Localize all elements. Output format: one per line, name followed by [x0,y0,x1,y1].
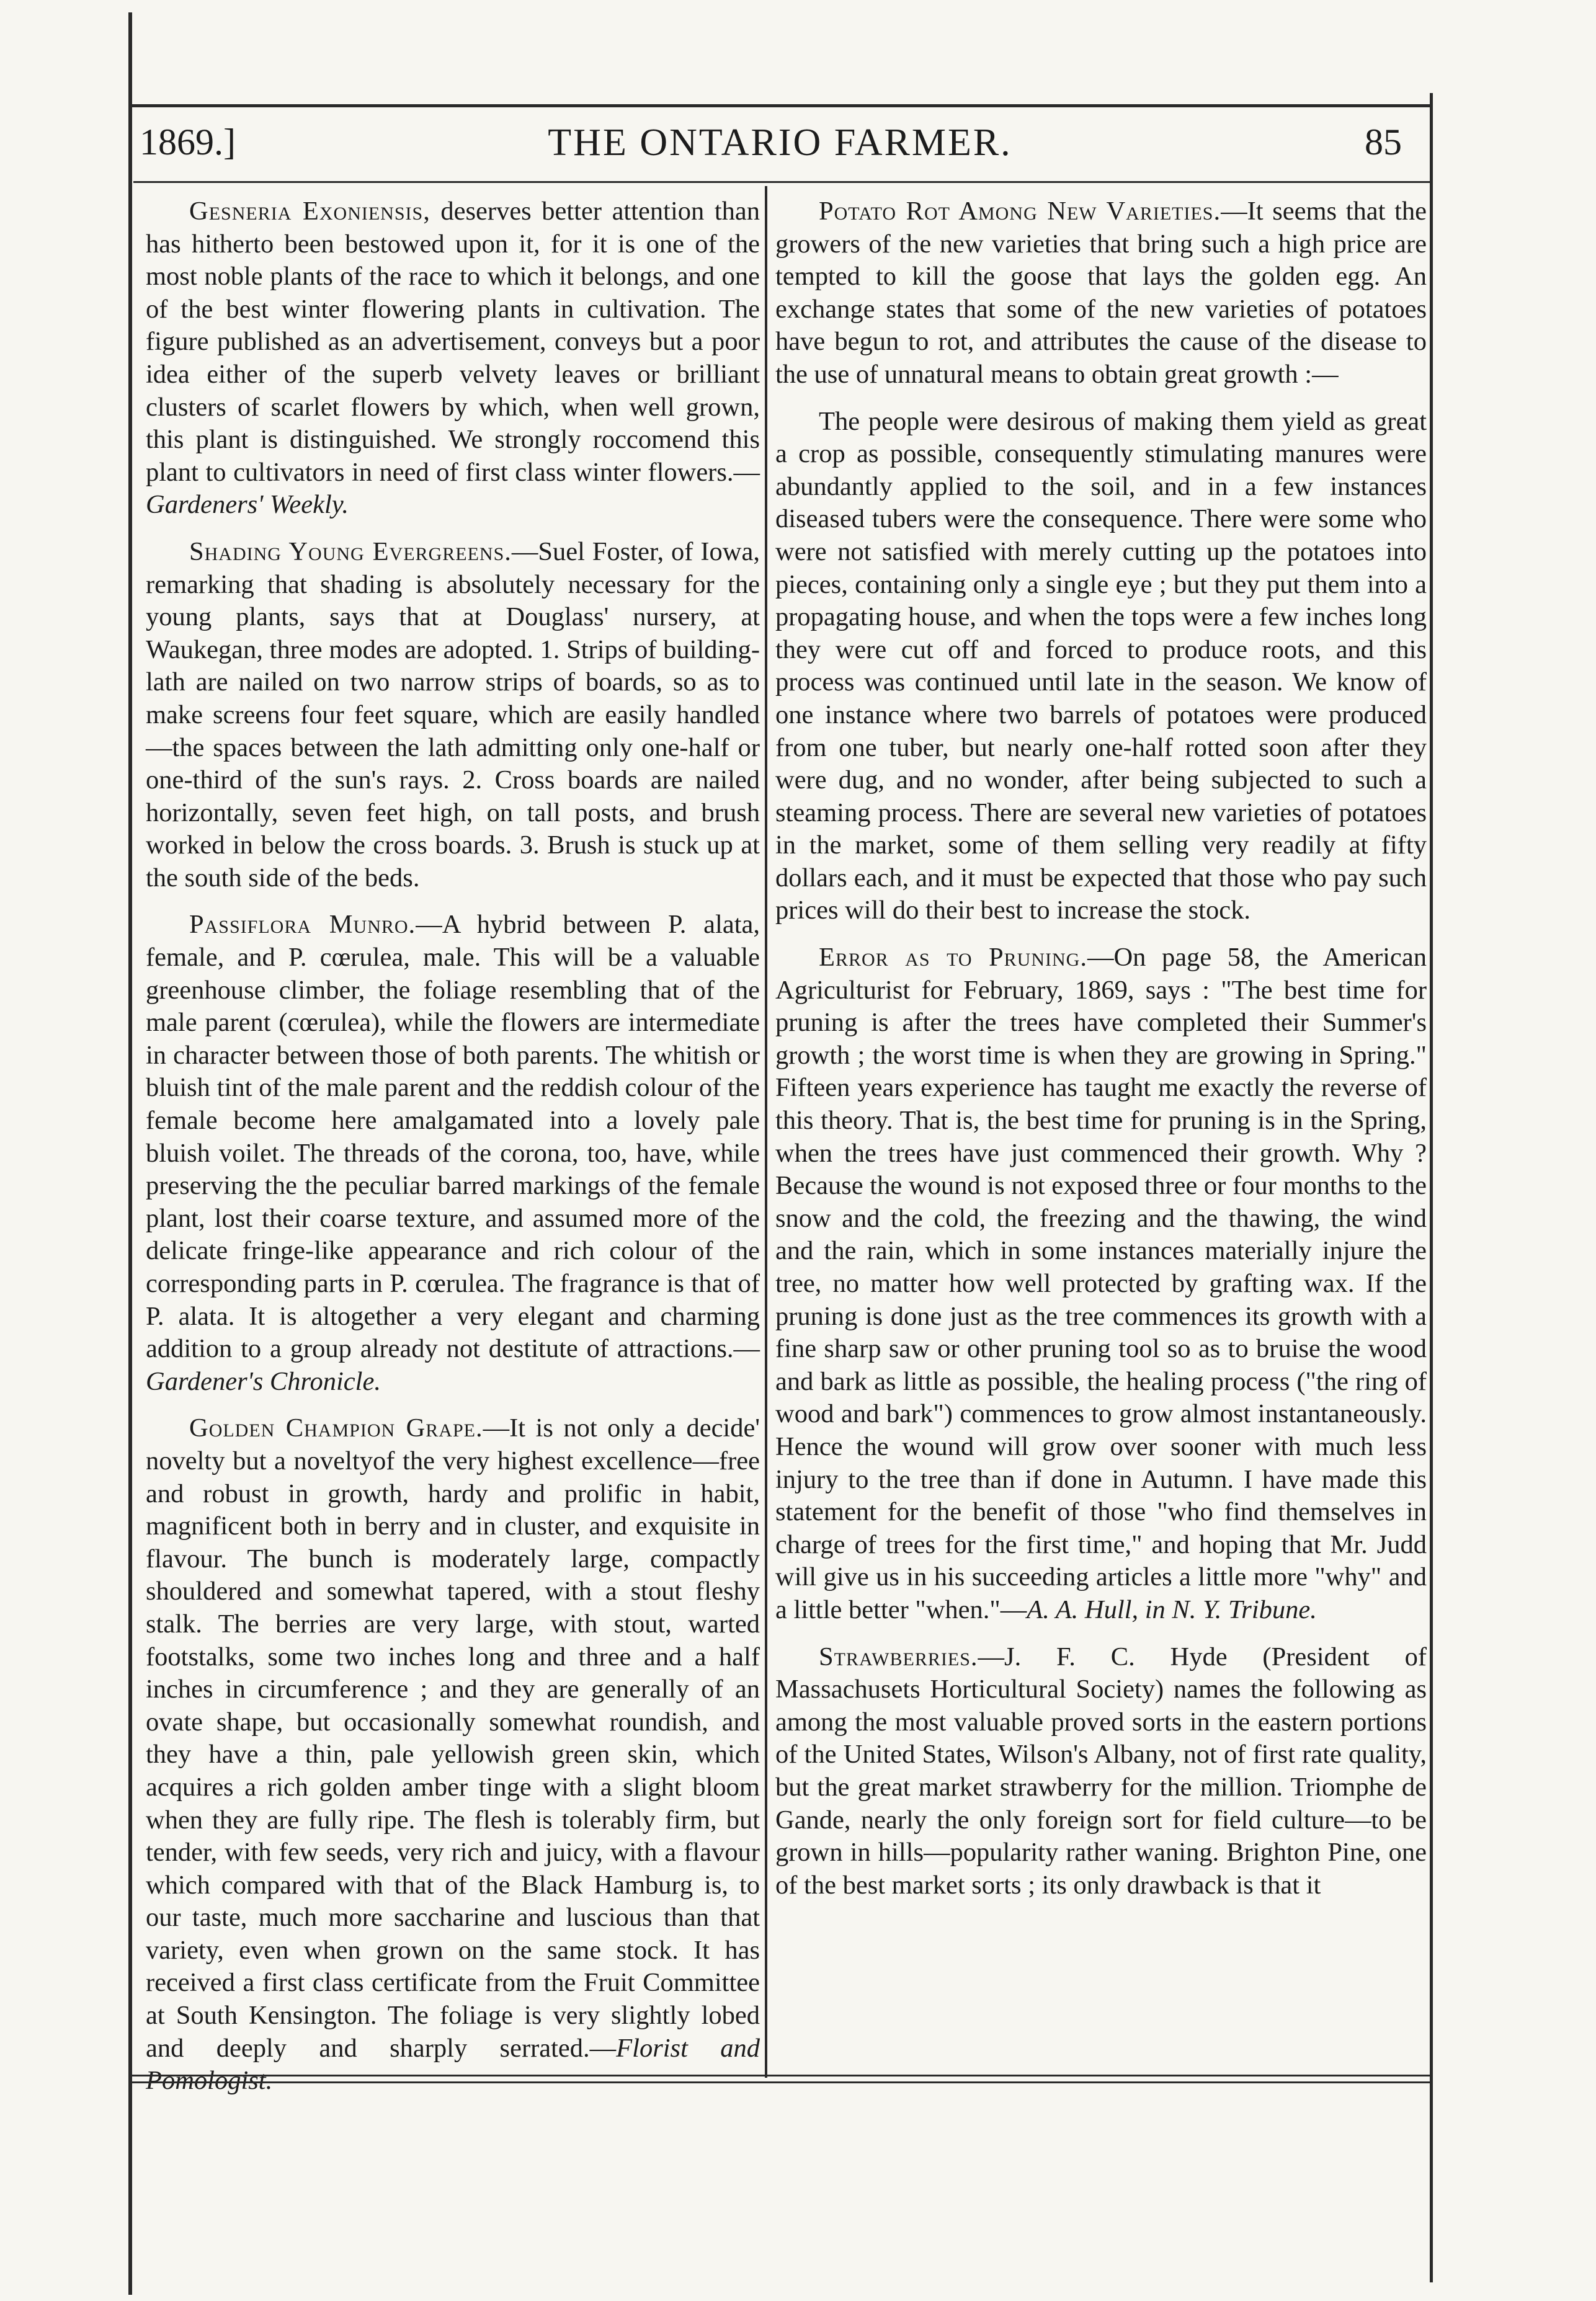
page-number: 85 [1365,122,1402,162]
article-golden-champion-grape [146,1412,760,2097]
article-source: Florist and Pomologist. [146,2033,760,2096]
article-heading: Shading Young Evergreens. [189,536,512,566]
article-heading: Passiflora Munro. [189,910,416,940]
article-heading: Gesneria Exoniensis, [189,197,430,226]
article-source: A. A. Hull, in N. Y. Tribune. [1027,1595,1317,1624]
top-rule [128,104,1433,107]
article-potato-rot-quote [775,406,1427,928]
header-year: 1869.] [140,122,236,162]
article-body: The people were desirous of making them yield as great a crop as possible, consequently stimulating manures were abundantly applied to the soil, and in a few instances diseased tubers were the consequence. There were some who were not satisfied with merely cutting up the potatoes into pieces, containing only a single eye ; but they put them into a propagating house, and when the tops were a few inches long they were cut off and forced to produce roots, and this process was continued until late in the season. We know of one instance where two barrels of potatoes were produced from one tuber, but nearly one-half rotted soon after they were dug, and no wonder, after being subjected to such a steaming process. There are several new varieties of potatoes in the market, some of them selling very readily at fifty dollars each, and it must be expected that those who pay such prices will do their best to increase the stock. [775,406,1427,925]
article-potato-rot [775,195,1427,391]
article-gesneria [146,195,760,522]
footer-rule [128,2075,1433,2083]
article-body: deserves better attention than has hitherto been bestowed upon it, for it is one of the most noble plants of the race to which it belongs, and one of the best winter flowering plants in cultivation. The figure published as an advertisement, conveys but a poor idea either of the superb velvety leaves or brilliant clusters of scarlet flowers by which, when well grown, this plant is distinguished. We strongly roccomend this plant to cultivators in need of first class winter flowers.— [146,197,760,487]
article-heading: Strawberries. [819,1642,978,1671]
article-source: Gardeners' Weekly. [146,490,349,520]
article-heading: Potato Rot Among New Varieties. [819,197,1221,226]
left-border-rule [128,12,132,2295]
running-header [140,121,1420,174]
article-body: —On page 58, the American Agriculturist for February, 1869, says : "The best time for pruning is after the trees have completed their Summer's growth ; the worst time is when they are growing in Spring." Fifteen years experience has taught me exactly the reverse of this theory. That is, the best time for pruning is in the Spring, when the trees have just commenced their growth. Why ? Because the wound is not exposed three or four months to the snow and the cold, the freezing and the thawing, the wind and the rain, which in some instances materially injure the tree, no matter how well protected by grafting wax. If the pruning is done just as the tree commences its growth with a fine sharp saw or other pruning tool so as to bruise the wood and bark as little as possible, the healing process ("the ring of wood and bark") commences to grow almost instantaneously. Hence the wound will grow over sooner with much less injury to the tree than if done in Autumn. I have made this statement for the benefit of those "who find themselves in charge of trees for the first time," and hoping that Mr. Judd will give us in his succeeding articles a little more "why" and a little better "when."— [775,943,1427,1624]
header-rule [133,181,1430,183]
right-column [775,195,1427,1916]
article-strawberries [775,1641,1427,1902]
article-shading-evergreens [146,536,760,895]
article-body: —It seems that the growers of the new varieties that bring such a high price are tempted to kill the goose that lays the golden egg. An exchange states that some of the new varieties of potatoes have begun to rot, and attributes the cause of the disease to the use of unnatural means to obtain great growth :— [775,197,1427,389]
article-error-pruning [775,941,1427,1626]
column-divider [765,186,767,2078]
journal-title: THE ONTARIO FARMER. [548,122,1012,164]
article-heading: Error as to Pruning. [819,943,1087,972]
article-source: Gardener's Chronicle. [146,1366,381,1396]
article-body: —A hybrid between P. alata, female, and P. cœrulea, male. This will be a valuable greenhouse climber, the foliage resembling that of the male parent (cœrulea), while the flowers are intermediate in character between those of both parents. The whitish or bluish tint of the male parent and the reddish colour of the female become here amalgamated into a lovely pale bluish voilet. The threads of the corona, too, have, while preserving the the peculiar barred markings of the female plant, lost their coarse texture, and assumed more of the delicate fringe-like appearance and rich colour of the corresponding parts in P. cœrulea. The fragrance is that of P. alata. It is altogether a very elegant and charming addition to a group already not destitute of attractions.— [146,910,760,1364]
article-passiflora [146,909,760,1398]
article-body: —J. F. C. Hyde (President of Massachusets Horticultural Society) names the following as among the most valuable proved sorts in the eastern portions of the United States, Wilson's Albany, not of first rate quality, but the great market strawberry for the million. Triomphe de Gande, nearly the only foreign sort for field culture—to be grown in hills—popularity rather waning. Brighton Pine, one of the best market sorts ; its only drawback is that it [775,1642,1427,1900]
article-body: —Suel Foster, of Iowa, remarking that shading is absolutely necessary for the young plants, says that at Douglass' nursery, at Waukegan, three modes are adopted. 1. Strips of building-lath are nailed on two narrow strips of boards, so as to make screens four feet square, which are easily handled—the spaces between the lath admitting only one-half or one-third of the sun's rays. 2. Cross boards are nailed horizontally, seven feet high, on tall posts, and brush worked in below the cross boards. 3. Brush is stuck up at the south side of the beds. [146,536,760,892]
article-heading: Golden Champion Grape. [189,1413,483,1443]
right-border-rule [1430,93,1433,2282]
left-column [146,195,760,2112]
article-body: —It is not only a decide' novelty but a noveltyof the very highest excellence—free and robust in growth, hardy and prolific in habit, magnificent both in berry and in cluster, and exquisite in flavour. The bunch is moderately large, compactly shouldered and somewhat tapered, with a stout fleshy stalk. The berries are very large, with stout, warted footstalks, some two inches long and three and a half inches in circumference ; and they are generally of an ovate shape, but occasionally somewhat roundish, and they have a thin, pale yellowish green skin, which acquires a rich golden amber tinge with a slight bloom when they are fully ripe. The flesh is tolerably firm, but tender, with few seeds, very rich and juicy, with a flavour which compared with that of the Black Hamburg is, to our taste, much more saccharine and luscious than that variety, even when grown on the same stock. It has received a first class certificate from the Fruit Committee at South Kensington. The foliage is very slightly lobed and deeply and sharply serrated.— [146,1413,760,2063]
